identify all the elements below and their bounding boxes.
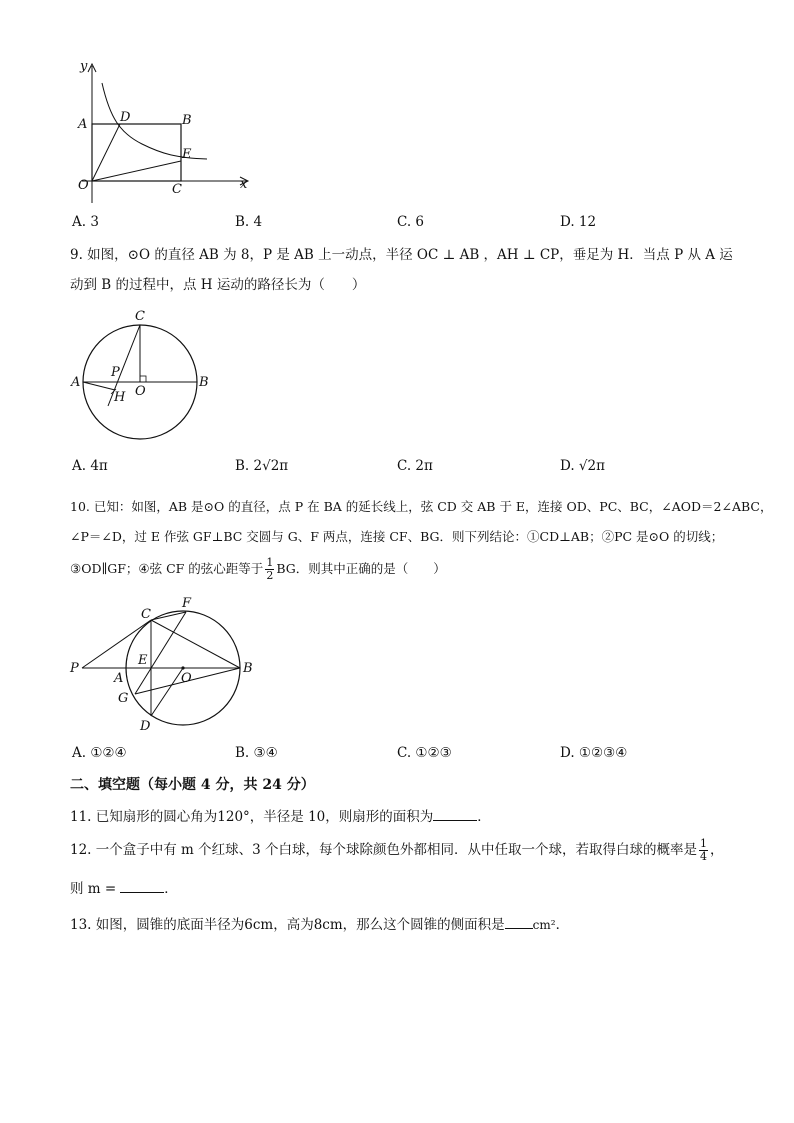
q9-option-c: C. 2π: [397, 458, 433, 474]
q13-line: [70, 914, 569, 935]
q9-option-d: D. √2π: [560, 458, 605, 474]
q8-label-o: O: [78, 178, 89, 193]
q10-label-d: D: [140, 719, 151, 734]
q12-line1: [70, 838, 724, 863]
q9-option-a: A. 4π: [72, 458, 108, 474]
q10-line3-b: BG．则其中正确的是（ ）: [276, 561, 446, 576]
q12-line2: [70, 878, 178, 899]
q10-label-o: O: [181, 671, 192, 686]
q8-label-y: y: [80, 59, 88, 74]
q9-label-o: O: [135, 384, 146, 399]
q10-option-b: B. ③④: [235, 745, 278, 761]
q9-line2: 动到 B 的过程中，点 H 运动的路径长为（ ）: [70, 277, 366, 293]
q10-figure: [68, 592, 268, 737]
q10-line3-a: ③OD∥GF；④弦 CF 的弦心距等于: [70, 561, 264, 576]
q8-label-b: B: [182, 113, 192, 128]
q10-line2: ∠P＝∠D，过 E 作弦 GF⊥BC 交圆与 G、F 两点，连接 CF、BG．则下列结论：①CD⊥AB；②PC 是⊙O 的切线；: [70, 529, 724, 544]
q8-option-c: C. 6: [397, 214, 425, 230]
q12-text: 12. 一个盒子中有 m 个红球、3 个白球，每个球除颜色外都相同．从中任取一个球，若取得白球的概率是: [70, 842, 698, 858]
q12-end: ．: [164, 881, 178, 897]
q8-option-a: A. 3: [72, 214, 99, 230]
q13-text: 13. 如图，圆锥的底面半径为6cm，高为8cm，那么这个圆锥的侧面积是: [70, 917, 505, 933]
q8-figure: [72, 58, 257, 208]
q12-fraction: [699, 838, 708, 863]
q10-fraction-num: 1: [266, 556, 274, 569]
q13-answer-blank[interactable]: [505, 914, 533, 929]
q10-label-f: F: [182, 596, 192, 611]
q8-label-e: E: [182, 147, 192, 162]
q10-option-c: C. ①②③: [397, 745, 452, 761]
q10-label-e: E: [138, 653, 148, 668]
q9-line1: 9. 如图，⊙O 的直径 AB 为 8，P 是 AB 上一动点，半径 OC ⊥ AB ，AH ⊥ CP，垂足为 H．当点 P 从 A 运: [70, 247, 733, 263]
q8-option-d: D. 12: [560, 214, 597, 230]
q13-end: ．: [555, 917, 570, 933]
q8-label-c: C: [172, 182, 182, 197]
q8-option-b: B. 4: [235, 214, 263, 230]
q9-label-b: B: [199, 375, 209, 390]
q12-answer-blank[interactable]: [120, 878, 164, 893]
q10-label-p: P: [70, 661, 79, 676]
q10-label-b: B: [243, 661, 253, 676]
q10-line3: [70, 557, 446, 582]
q8-label-d: D: [120, 110, 131, 125]
q9-label-c: C: [135, 309, 145, 324]
q10-label-a: A: [114, 671, 124, 686]
q9-label-a: A: [71, 375, 81, 390]
q12-line2-text: 则 m =: [70, 881, 117, 897]
q9-label-h: H: [114, 390, 126, 405]
q10-label-c: C: [141, 607, 151, 622]
q13-unit: cm²: [532, 918, 556, 932]
q8-label-a: A: [78, 117, 88, 132]
q10-option-a: A. ①②④: [72, 745, 127, 761]
q9-label-p: P: [111, 365, 120, 380]
q10-option-d: D. ①②③④: [560, 745, 628, 761]
q10-fraction-den: 2: [266, 569, 274, 582]
q11-end: ．: [477, 809, 491, 825]
section-title: 二、填空题（每小题 4 分，共 24 分）: [70, 777, 315, 793]
q12-fraction-num: 1: [700, 837, 708, 850]
q11-line: [70, 806, 491, 827]
q9-option-b: B. 2√2π: [235, 458, 289, 474]
q8-label-x: x: [240, 177, 248, 192]
q10-label-g: G: [118, 691, 129, 706]
q11-answer-blank[interactable]: [433, 806, 477, 821]
q10-line1: 10. 已知：如图，AB 是⊙O 的直径，点 P 在 BA 的延长线上，弦 CD 交 AB 于 E，连接 OD、PC、BC，∠AOD＝2∠ABC，: [70, 499, 773, 514]
q9-figure: [68, 306, 218, 441]
q10-fraction: [265, 557, 274, 582]
q11-text: 11. 已知扇形的圆心角为120°，半径是 10，则扇形的面积为: [70, 809, 434, 825]
q12-comma: ，: [710, 842, 724, 858]
q12-fraction-den: 4: [700, 850, 708, 863]
